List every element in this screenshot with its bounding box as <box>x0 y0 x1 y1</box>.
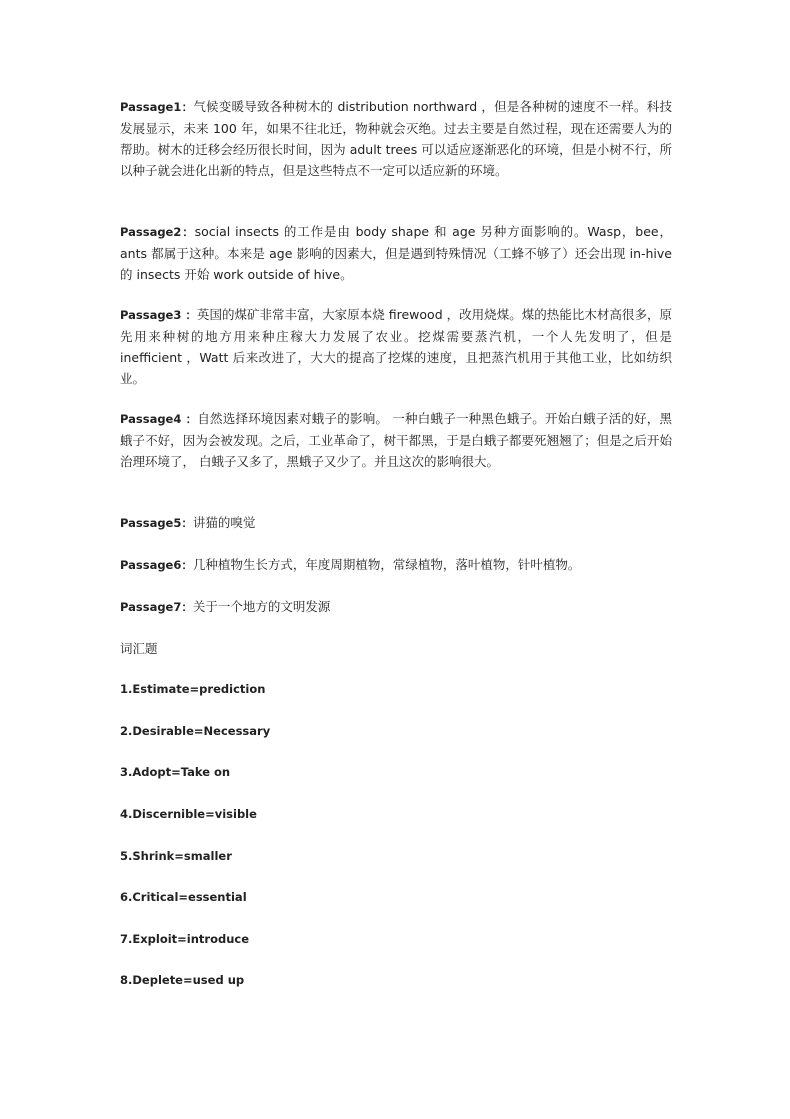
passage-2-text: social insects 的工作是由 body shape 和 age 另种方面影响的。Wasp，bee，ants 都属于这种。本来是 age 影响的因素大，但是遇到特殊情况（工蜂不够了）还会出现 in-hive 的 insects 开始 work outside of hive。 <box>120 224 672 282</box>
passage-4-label: Passage4 ： <box>120 412 198 426</box>
passage-1-text: 气候变暖导致各种树木的 distribution northward ，但是各种树的速度不一样。科技发展显示，未来 100 年，如果不往北迁，物种就会灭绝。过去主要是自然过程，现在还需要人为的帮助。树木的迁移会经历很长时间，因为 adult trees 可以适应逐渐恶化的环境，但是小树不行，所以种子就会进化出新的特点，但是这些特点不一定可以适应新的环境。 <box>120 99 672 178</box>
passage-3-text: 英国的煤矿非常丰富，大家原本烧 firewood ，改用烧煤。煤的热能比木材高很多，原先用来种树的地方用来种庄稼大力发展了农业。挖煤需要蒸汽机，一个人先发明了，但是 inefficient ，Watt 后来改进了，大大的提高了挖煤的速度，且把蒸汽机用于其他工业，比如纺织业。 <box>120 307 672 386</box>
passage-5 <box>120 512 255 534</box>
passage-6 <box>120 554 580 576</box>
vocab-item: 4.Discernible=visible <box>120 807 257 821</box>
passage-3 <box>120 304 672 389</box>
passage-1-label: Passage1： <box>120 100 194 114</box>
passage-3-label: Passage3 ： <box>120 308 197 322</box>
passage-7-label: Passage7： <box>120 600 193 614</box>
passage-6-label: Passage6： <box>120 558 193 572</box>
passage-7-text: 关于一个地方的文明发源 <box>192 599 331 614</box>
vocab-heading: 词汇题 <box>120 641 158 656</box>
vocab-item: 7.Exploit=introduce <box>120 932 250 946</box>
vocab-item: 2.Desirable=Necessary <box>120 724 271 738</box>
passage-2 <box>120 221 672 285</box>
passage-4 <box>120 408 672 472</box>
passage-1 <box>120 96 672 181</box>
vocab-item: 5.Shrink=smaller <box>120 849 232 863</box>
vocab-item: 6.Critical=essential <box>120 890 247 904</box>
passage-5-label: Passage5： <box>120 516 193 530</box>
passage-5-text: 讲猫的嗅觉 <box>192 515 256 530</box>
passage-6-text: 几种植物生长方式，年度周期植物，常绿植物，落叶植物，针叶植物。 <box>192 557 581 572</box>
vocab-item: 8.Deplete=used up <box>120 973 245 987</box>
passage-2-label: Passage2： <box>120 225 195 239</box>
vocab-item: 3.Adopt=Take on <box>120 765 231 779</box>
passage-7 <box>120 596 330 618</box>
vocab-item: 1.Estimate=prediction <box>120 682 266 696</box>
passage-4-text: 自然选择环境因素对蛾子的影响。 一种白蛾子一种黑色蛾子。开始白蛾子活的好，黑蛾子不好，因为会被发现。之后，工业革命了，树干都黑，于是白蛾子都要死翘翘了；但是之后开始治理环境了， 白蛾子又多了，黑蛾子又少了。并且这次的影响很大。 <box>120 411 672 469</box>
